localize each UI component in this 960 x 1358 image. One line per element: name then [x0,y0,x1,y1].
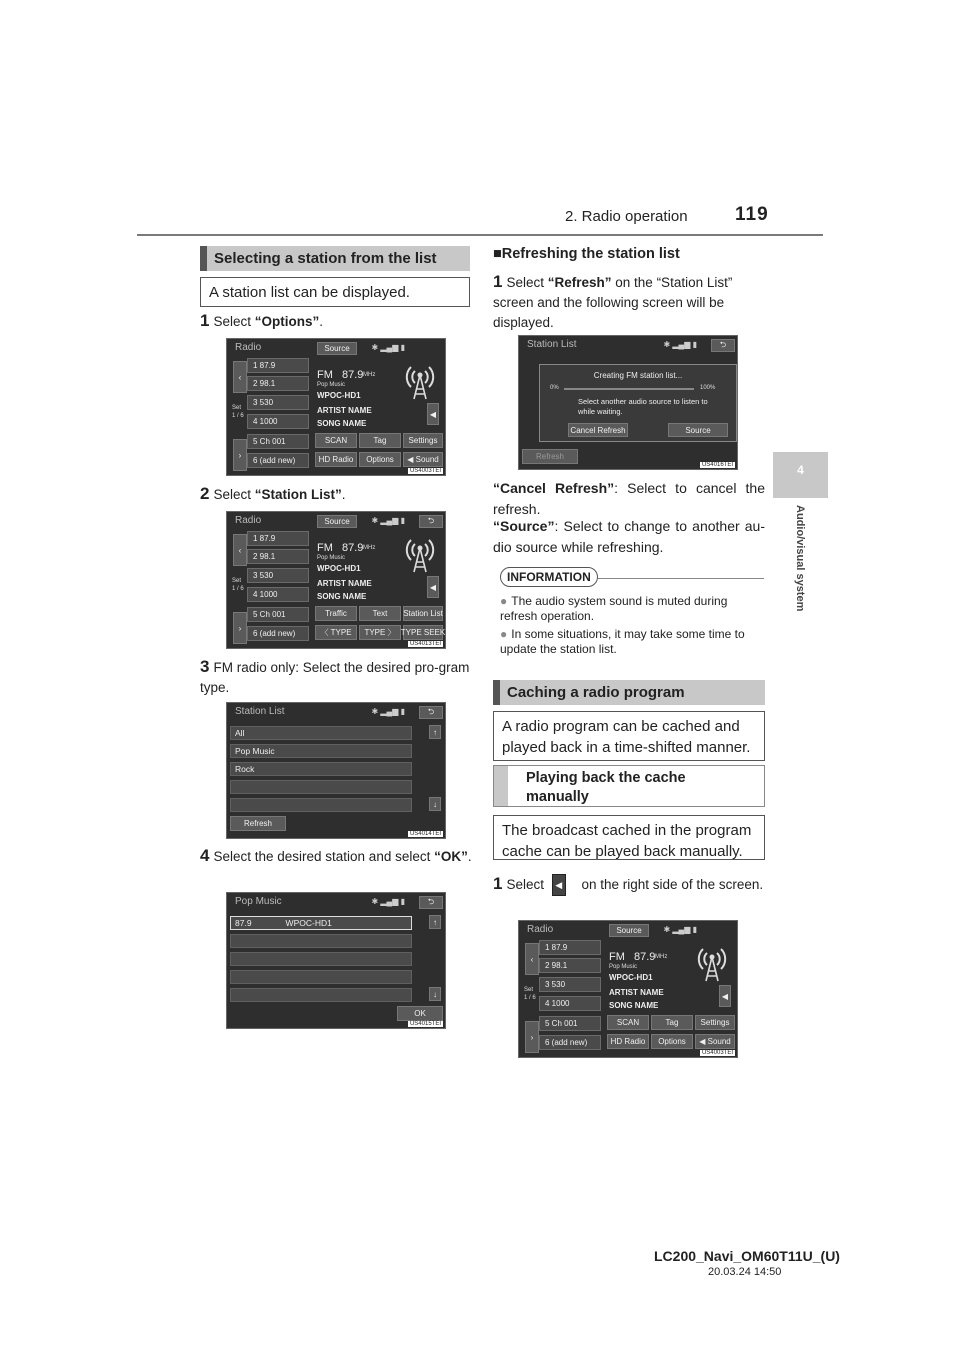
options-button: Options [359,452,401,467]
preset-3: 3 530 [247,568,309,583]
screen-title: Radio [235,515,262,526]
preset-3: 3 530 [247,395,309,410]
sound-button: ◀ Sound [695,1034,735,1049]
frequency: 87.9 [342,369,364,381]
tag-button: Tag [651,1015,693,1030]
prev-arrow-icon: ‹ [233,361,247,393]
sound-button: ◀ Sound [403,452,443,467]
list-row-empty [230,780,412,794]
print-stamp: 20.03.24 14:50 [708,1266,782,1278]
song-name: SONG NAME [609,1001,659,1010]
station-name: WPOC-HD1 [317,391,361,400]
artist-name: ARTIST NAME [609,988,664,997]
subsection-refreshing: ■Refreshing the station list [493,246,680,262]
settings-button: Settings [403,433,443,448]
preset-6: 6 (add new) [247,626,309,641]
text-button: Text [359,606,401,621]
type-seek-button: TYPE SEEK [403,625,443,640]
next-arrow-icon: › [233,612,247,644]
set-label: Set [232,405,242,411]
screenshot-refreshing [518,335,738,470]
screenshot-pop-music [226,892,446,1029]
information-label: INFORMATION [500,567,598,587]
band: FM [317,542,333,554]
preset-1: 1 87.9 [247,358,309,373]
status-icons: ✱ ▂▄▆ ▮ [663,340,697,349]
song-name: SONG NAME [317,592,367,601]
figure-code: US4013TEI [409,641,441,647]
subsection-title: Playing back the cache manually [526,770,686,805]
list-row-station: 87.9 WPOC-HD1 [230,916,412,930]
band: FM [317,369,333,381]
genre: Pop Music [609,964,638,970]
status-icons: ✱ ▂▄▆ ▮ [371,707,405,716]
screen-title: Station List [235,706,285,717]
list-row-empty [230,970,412,984]
cache-button-icon: ◀ [552,874,566,896]
status-icons: ✱ ▂▄▆ ▮ [663,925,697,934]
type-next-button: TYPE 〉 [359,625,401,640]
broadcast-tower-icon [695,943,729,983]
caching-intro: A radio program can be cached and played back in a time-shifted manner. [493,711,765,761]
refresh-dialog [539,364,737,442]
document-id: LC200_Navi_OM60T11U_(U) [654,1248,840,1264]
scroll-down-icon: ↓ [429,987,441,1001]
frequency: 87.9 [634,951,656,963]
refresh-button-disabled: Refresh [522,449,578,464]
info-rule [598,578,764,579]
refresh-message: Select another audio source to listen to while waiting. [578,397,708,416]
scan-button: SCAN [607,1015,649,1030]
preset-3: 3 530 [539,977,601,992]
preset-5: 5 Ch 001 [247,607,309,622]
traffic-button: Traffic [315,606,357,621]
figure-code: US4003TEI [409,468,441,474]
source-button: Source [317,515,357,528]
screenshot-radio-station-list [226,511,446,649]
info-bullet-2: ● In some situations, it may take some time to update the station list. [500,627,745,656]
source-button: Source [317,342,357,355]
scroll-up-icon: ↑ [429,915,441,929]
cache-arrow-icon: ◀ [427,403,439,425]
preset-4: 4 1000 [539,996,601,1011]
progress-bar [564,388,694,390]
hd-radio-button: HD Radio [607,1034,649,1049]
step-3: 3 FM radio only: Select the desired pro-gram type. [200,657,470,695]
screen-title: Radio [235,342,262,353]
screen-title: Station List [527,339,577,350]
cache-arrow-icon: ◀ [427,576,439,598]
chapter-label: Audio/visual system [794,505,806,612]
preset-4: 4 1000 [247,414,309,429]
song-name: SONG NAME [317,419,367,428]
hd-radio-button: HD Radio [315,452,357,467]
preset-2: 2 98.1 [247,376,309,391]
page-label: 1 / 6 [524,995,536,1001]
source-button: Source [609,924,649,937]
preset-5: 5 Ch 001 [247,434,309,449]
preset-1: 1 87.9 [539,940,601,955]
cache-step-1: 1 Select ◀ on the right side of the screen. [493,874,765,896]
figure-code: US4016TEI [701,462,733,468]
progress-end: 100% [700,385,716,391]
section-intro: A station list can be displayed. [200,277,470,307]
cancel-refresh-button: Cancel Refresh [568,423,628,437]
info-bullet-1: ● The audio system sound is muted during refresh operation. [500,594,728,623]
list-row-empty [230,798,412,812]
screen-title: Radio [527,924,554,935]
list-row-empty [230,952,412,966]
section-heading-station-list: Selecting a station from the list [200,246,470,271]
page-number: 119 [735,204,769,225]
list-row-empty [230,934,412,948]
list-row-pop-music: Pop Music [230,744,412,758]
status-icons: ✱ ▂▄▆ ▮ [371,516,405,525]
preset-4: 4 1000 [247,587,309,602]
mhz-unit: MHz [363,372,376,378]
page-label: 1 / 6 [232,586,244,592]
preset-2: 2 98.1 [247,549,309,564]
screenshot-station-list [226,702,446,839]
back-icon: ⮌ [419,896,443,909]
screen-title: Pop Music [235,896,282,907]
status-icons: ✱ ▂▄▆ ▮ [371,897,405,906]
type-prev-button: 〈 TYPE [315,625,357,640]
status-icons: ✱ ▂▄▆ ▮ [371,343,405,352]
refresh-step-1: 1 Select “Refresh” on the “Station List” screen and the following screen will be displayed. [493,272,733,330]
mhz-unit: MHz [655,954,668,960]
broadcast-tower-icon [403,534,437,574]
next-arrow-icon: › [233,439,247,471]
page-label: 1 / 6 [232,413,244,419]
cancel-refresh-description: “Cancel Refresh”: Select to cancel the refresh. [493,480,765,517]
back-icon: ⮌ [711,339,735,352]
creating-text: Creating FM station list... [593,371,683,380]
set-label: Set [232,578,242,584]
progress-start: 0% [550,385,559,391]
scroll-up-icon: ↑ [429,725,441,739]
mhz-unit: MHz [363,545,376,551]
figure-code: US4015TEI [409,1021,441,1027]
cache-intro: The broadcast cached in the program cache can be played back manually. [493,815,765,860]
preset-5: 5 Ch 001 [539,1016,601,1031]
refresh-button: Refresh [230,816,286,831]
step-2: 2 Select “Station List”. [200,484,346,503]
subsection-heading-cache [493,765,765,807]
set-label: Set [524,987,534,993]
section-title: 2. Radio operation [565,208,688,225]
band: FM [609,951,625,963]
genre: Pop Music [317,382,346,388]
prev-arrow-icon: ‹ [233,534,247,566]
tag-button: Tag [359,433,401,448]
options-button: Options [651,1034,693,1049]
list-row-rock: Rock [230,762,412,776]
section-heading-caching: Caching a radio program [493,680,765,705]
screenshot-radio-options [226,338,446,476]
ok-button: OK [397,1006,443,1021]
source-button: Source [668,423,728,437]
preset-6: 6 (add new) [247,453,309,468]
scan-button: SCAN [315,433,357,448]
back-icon: ⮌ [419,706,443,719]
artist-name: ARTIST NAME [317,406,372,415]
prev-arrow-icon: ‹ [525,943,539,975]
preset-2: 2 98.1 [539,958,601,973]
list-row-empty [230,988,412,1002]
step-4: 4 Select the desired station and select “OK”. [200,846,472,865]
station-list-button: Station List [403,606,443,621]
frequency: 87.9 [342,542,364,554]
step-1: 1 Select “Options”. [200,311,324,330]
next-arrow-icon: › [525,1021,539,1053]
list-row-all: All [230,726,412,740]
header-rule [137,234,823,236]
genre: Pop Music [317,555,346,561]
settings-button: Settings [695,1015,735,1030]
back-icon: ⮌ [419,515,443,528]
scroll-down-icon: ↓ [429,797,441,811]
screenshot-radio-cache [518,920,738,1058]
artist-name: ARTIST NAME [317,579,372,588]
source-description: “Source”: Select to change to another au-dio source while refreshing. [493,518,765,555]
chapter-number: 4 [797,463,804,477]
cache-arrow-icon: ◀ [719,985,731,1007]
preset-6: 6 (add new) [539,1035,601,1050]
figure-code: US4014TEI [409,831,441,837]
broadcast-tower-icon [403,361,437,401]
preset-1: 1 87.9 [247,531,309,546]
figure-code: US4003TEI [701,1050,733,1056]
station-name: WPOC-HD1 [609,973,653,982]
subsection-marker [494,766,508,806]
station-name: WPOC-HD1 [317,564,361,573]
